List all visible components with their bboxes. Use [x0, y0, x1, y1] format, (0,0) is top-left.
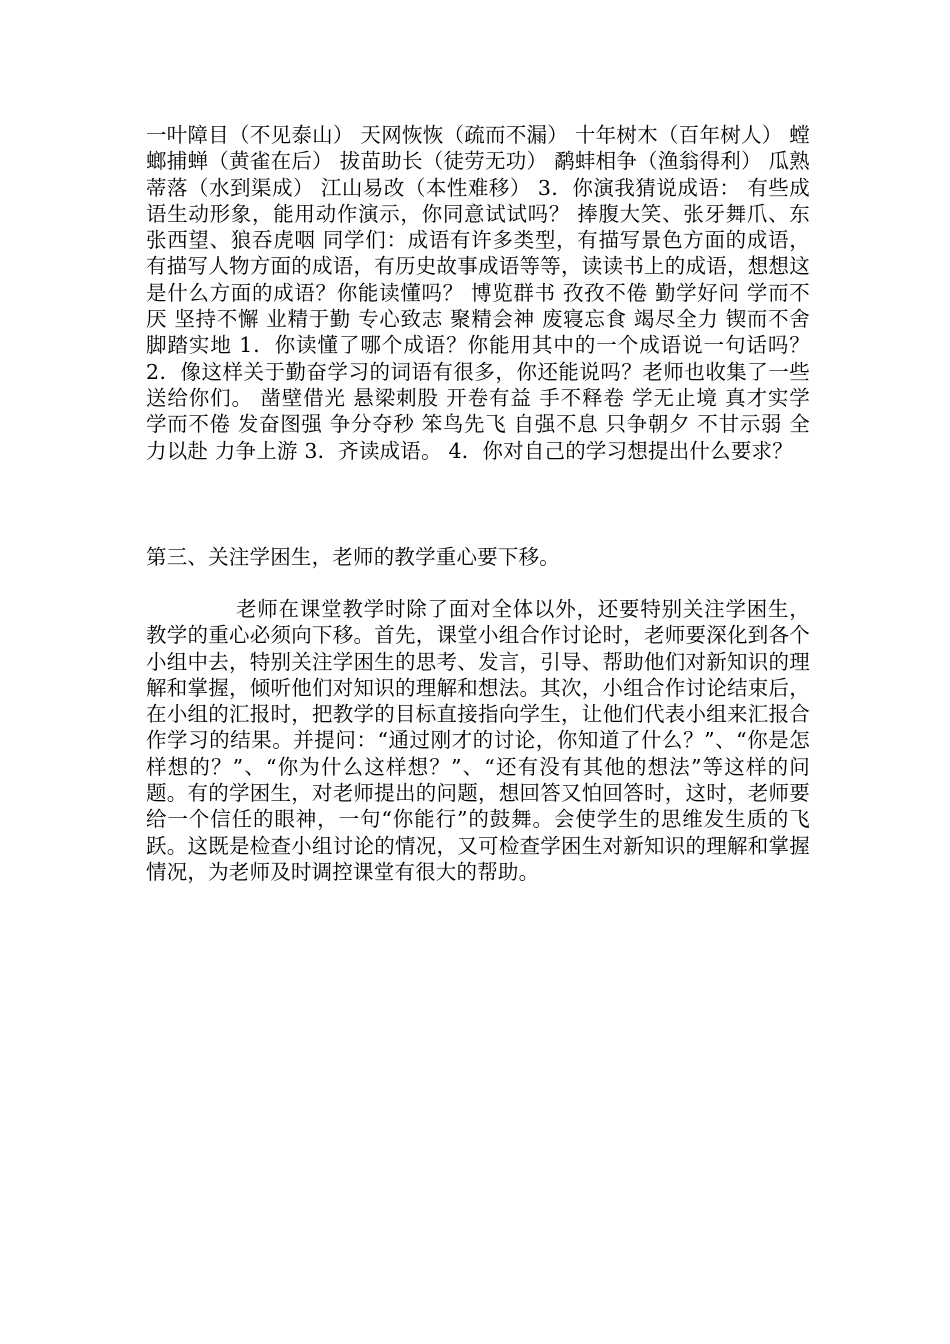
struggling-students-paragraph: 老师在课堂教学时除了面对全体以外，还要特别关注学困生，教学的重心必须向下移。首先，课堂小组合作讨论时，老师要深化到各个小组中去，特别关注学困生的思考、发言，引导、帮助他们对新知识的理解和掌握，倾听他们对知识的理解和想法。其次，小组合作讨论结束后，在小组的汇报时，把教学的目标直接指向学生，让他们代表小组来汇报合作学习的结果。并提问：“通过刚才的讨论，你知道了什么？”、“你是怎样想的？”、“你为什么这样想？”、“还有没有其他的想法”等这样的问题。有的学困生，对老师提出的问题，想回答又怕回答时，这时，老师要给一个信任的眼神，一句“你能行”的鼓舞。会使学生的思维发生质的飞跃。这既是检查小组讨论的情况，又可检查学困生对新知识的理解和掌握情况，为老师及时调控课堂有很大的帮助。	[146, 597, 810, 884]
section-heading: 第三、关注学困生，老师的教学重心要下移。	[146, 545, 560, 569]
idiom-lesson-paragraph: 一叶障目（不见泰山） 天网恢恢（疏而不漏） 十年树木（百年树人） 螳螂捕蝉（黄雀在后） 拔苗助长（徒劳无功） 鹬蚌相争（渔翁得利） 瓜熟蒂落（水到渠成） 江山易改（本性难移） 3．你演我猜说成语： 有些成语生动形象，能用动作演示，你同意试试吗？ 捧腹大笑、张牙舞爪、东张西望、狼吞虎咽 同学们：成语有许多类型，有描写景色方面的成语，有描写人物方面的成语，有历史故事成语等等，读读书上的成语，想想这是什么方面的成语？你能读懂吗？ 博览群书 孜孜不倦 勤学好问 学而不厌 坚持不懈 业精于勤 专心致志 聚精会神 废寝忘食 竭尽全力 锲而不舍 脚踏实地 1．你读懂了哪个成语？你能用其中的一个成语说一句话吗？ 2．像这样关于勤奋学习的词语有很多，你还能说吗？老师也收集了一些送给你们。 凿壁借光 悬梁刺股 开卷有益 手不释卷 学无止境 真才实学 学而不倦 发奋图强 争分夺秒 笨鸟先飞 自强不息 只争朝夕 不甘示弱 全力以赴 力争上游 3．齐读成语。 4．你对自己的学习想提出什么要求？	[146, 123, 810, 463]
